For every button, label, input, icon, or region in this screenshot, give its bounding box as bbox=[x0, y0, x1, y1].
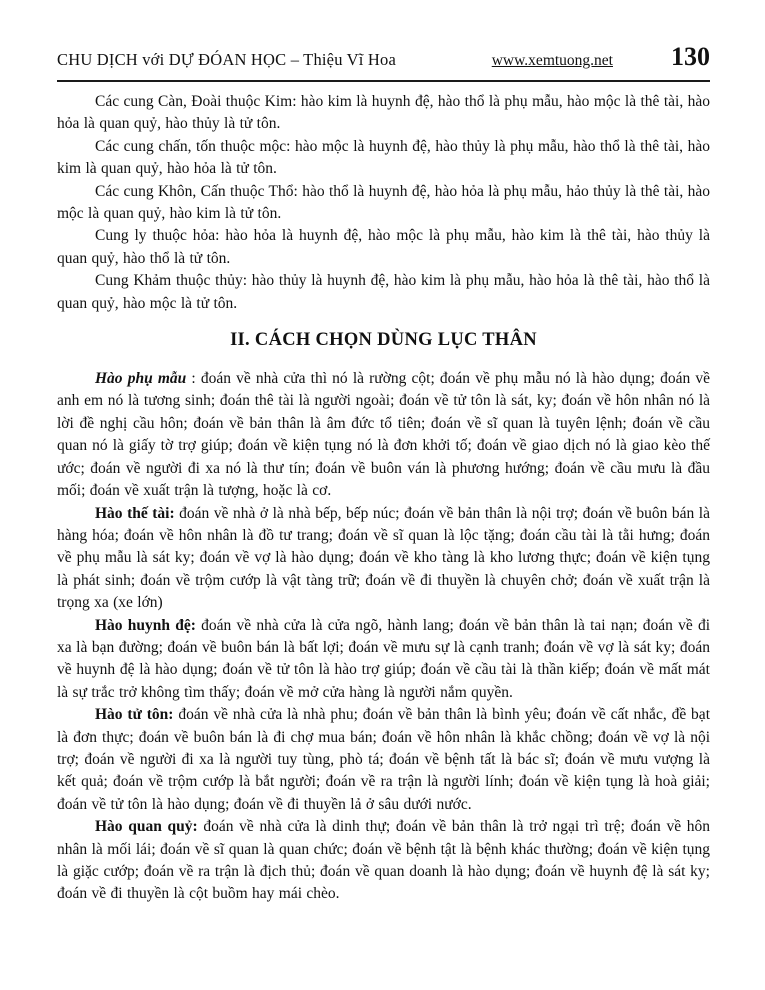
section-heading: II. CÁCH CHỌN DÙNG LỤC THÂN bbox=[230, 330, 537, 351]
book-title: CHU DỊCH với DỰ ĐÓAN HỌC – Thiệu Vĩ Hoa bbox=[57, 50, 397, 69]
page-header bbox=[57, 44, 710, 82]
paragraph: Cung ly thuộc hỏa: hào hỏa là huynh đệ, hào mộc là phụ mẫu, hào kim là thê tài, hào thủy là quan quỷ, hào thổ là tử tôn. bbox=[57, 227, 710, 267]
paragraph: Các cung Càn, Đoài thuộc Kim: hào kim là huynh đệ, hào thổ là phụ mẫu, hào mộc là thê tài, hào hỏa là quan quỷ, hào thủy là tử tôn. bbox=[57, 93, 710, 133]
section-lead: Hào quan quỷ: bbox=[95, 818, 198, 836]
section-paragraph: Hào quan quỷ: đoán về nhà cửa là dinh thự; đoán về bản thân là trở ngại trì trệ; đoán về hôn nhân là mối lái; đoán về sĩ quan là quan chức; đoán về bệnh tật là bệnh khác thường; đoán về kiện tụng là giặc cướp; đoán về ra trận là địch thủ; đoán về quan doanh là hào dụng; đoán về huynh đệ là sát ky; đoán về đi thuyền là cột buồm hay mái chèo. bbox=[57, 818, 710, 903]
section-lead: Hào thế tài: bbox=[95, 504, 175, 522]
section-lead: Hào huynh đệ: bbox=[95, 616, 196, 634]
section-paragraph: Hào thế tài: đoán về nhà ở là nhà bếp, bếp núc; đoán về bản thân là nội trợ; đoán về buôn bán là hàng hóa; đoán về hôn nhân là đồ tư trang; đoán về sĩ quan là lộc tặng; đoán cầu tài là tằi hưng; đoán về phụ mẫu là sát ky; đoán về vợ là hào dụng; đoán về kho tàng là kho lương thực; đoán về kiện tụng là phát sinh; đoán về trộm cướp là vật tàng trữ; đoán về đi thuyền là chuyên chở; đoán về xuất trận là trọng xa (xe lớn) bbox=[57, 504, 710, 612]
page-number: 130 bbox=[671, 42, 710, 71]
paragraph: Các cung chấn, tốn thuộc mộc: hào mộc là huynh đệ, hào thủy là phụ mẫu, hào thổ là thê tài, hào kim là quan quỷ, hào hỏa là tử tôn. bbox=[57, 137, 710, 178]
website-link[interactable]: www.xemtuong.net bbox=[491, 52, 613, 69]
page-content bbox=[57, 91, 710, 906]
paragraph: Cung Khảm thuộc thủy: hào thủy là huynh đệ, hào kim là phụ mẫu, hào hỏa là thê tài, hào thổ là quan quỷ, hào mộc là tử tôn. bbox=[57, 272, 710, 312]
section-lead: Hào tử tôn: bbox=[95, 706, 174, 724]
section-paragraph: Hào phụ mẫu : đoán về nhà cửa thì nó là rường cột; đoán về phụ mẫu nó là hào dụng; đoán về anh em nó là tương sinh; đoán thê tài là người ngoài; đoán về tử tôn là sát, ky; đoán về hôn nhân nó là lời đề nghị cầu hôn; đoán về bản thân là âm đức tổ tiên; đoán về sĩ quan là tuyên lệnh; đoán về cầu quan nó là giấy tờ trợ giúp; đoán về kiện tụng nó là đơn khởi tố; đoán về giao dịch nó là giao kèo thế ước; đoán về người đi xa nó là thư tín; đoán về buôn ván là phương hướng; đoán về cầu mưu là đầu mối; đoán về xuất trận là tượng, hoặc là cơ. bbox=[57, 370, 710, 500]
section-paragraph: Hào huynh đệ: đoán về nhà cửa là cửa ngõ, hành lang; đoán về bản thân là tai nạn; đoán về đi xa là bạn đường; đoán về buôn bán là bất lợi; đoán về mưu sự là cạnh tranh; đoán về vợ là sát ky; đoán về huynh đệ là hào dụng; đoán về tử tôn là hào trợ giúp; đoán về cầu tài là thần kiếp; đoán về mất mát là sự trắc trở không tìm thấy; đoán về mở cửa hàng là người nắm quyền. bbox=[57, 616, 711, 701]
section-paragraphs bbox=[57, 368, 710, 906]
section-lead: Hào phụ mẫu bbox=[95, 370, 187, 388]
paragraph: Các cung Khôn, Cấn thuộc Thổ: hào thổ là huynh đệ, hào hỏa là phụ mẫu, hảo thủy là thê tài, hào mộc là quan quỷ, hào kim là tử tôn. bbox=[57, 182, 711, 223]
intro-paragraphs bbox=[57, 91, 710, 315]
section-paragraph: Hào tử tôn: đoán về nhà cửa là nhà phu; đoán về bản thân là bình yêu; đoán về cất nhắc, đề bạt là đơn thực; đoán về buôn bán là đi chợ mua bán; đoán về hôn nhân là khắc chồng; đoán về vợ là nội trợ; đoán về người đi xa là người tuy tùng, phò tá; đoán về bệnh tất là bác sĩ; đoán về mưu vượng là kết quả; đoán về trộm cướp là bắt người; đoán về ra trận là người lính; đoán về kiện tụng là hoà giải; đoán về tử tôn là hào dụng; đoán về đi thuyền lả ở sâu dưới nước. bbox=[57, 706, 710, 813]
